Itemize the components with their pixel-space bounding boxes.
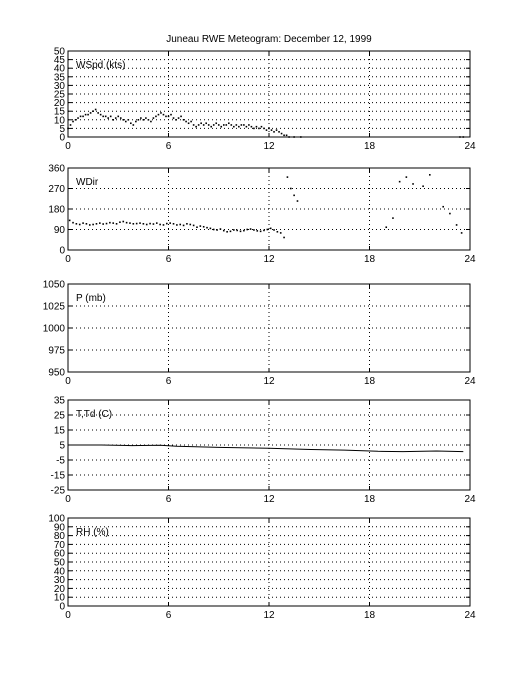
- data-point: [67, 128, 69, 130]
- data-point: [79, 224, 81, 226]
- data-point: [216, 229, 218, 231]
- data-point: [220, 228, 222, 230]
- data-point: [297, 200, 299, 202]
- x-tick-label: 24: [464, 254, 476, 265]
- data-point: [277, 231, 279, 233]
- data-point: [233, 126, 235, 128]
- data-point: [146, 224, 148, 226]
- data-point: [120, 117, 122, 119]
- data-point: [135, 121, 137, 123]
- y-tick-label: 30: [53, 575, 65, 587]
- data-point: [76, 223, 78, 225]
- data-point: [160, 112, 162, 114]
- panels-group: [43, 47, 476, 622]
- y-tick-label: 15: [53, 106, 65, 118]
- data-point: [463, 136, 465, 138]
- data-point: [173, 223, 175, 225]
- data-point: [213, 124, 215, 126]
- data-point: [213, 229, 215, 231]
- x-tick-label: 24: [464, 610, 476, 621]
- x-tick-label: 6: [165, 141, 172, 152]
- data-point: [230, 231, 232, 233]
- y-tick-label: 50: [53, 46, 65, 58]
- panel-label-temp: T,Td (C): [76, 409, 113, 420]
- data-point: [198, 124, 200, 126]
- data-point: [246, 229, 248, 231]
- data-point: [442, 206, 444, 208]
- data-point: [193, 124, 195, 126]
- data-point: [128, 119, 130, 121]
- y-tick-label: 70: [53, 539, 65, 551]
- data-point: [163, 224, 165, 226]
- data-point: [412, 183, 414, 185]
- y-tick-label: 90: [53, 225, 65, 236]
- data-point: [293, 195, 295, 197]
- data-point: [150, 121, 152, 123]
- data-point: [215, 122, 217, 124]
- data-point: [280, 232, 282, 234]
- data-point: [106, 223, 108, 225]
- data-point: [183, 225, 185, 227]
- y-tick-label: 5: [59, 440, 65, 452]
- panel-temp: [51, 396, 476, 506]
- data-point: [178, 117, 180, 119]
- panel-label-pres: P (mb): [76, 293, 106, 304]
- panel-pres: [43, 280, 476, 388]
- data-point: [80, 116, 82, 118]
- panel-label-wspd: WSpd (kts): [76, 60, 126, 71]
- data-point: [459, 136, 461, 138]
- data-point: [122, 221, 124, 223]
- data-point: [226, 231, 228, 233]
- data-point: [163, 114, 165, 116]
- data-point: [220, 126, 222, 128]
- x-tick-label: 18: [363, 141, 376, 152]
- data-point: [205, 122, 207, 124]
- data-point: [208, 124, 210, 126]
- x-tick-label: 12: [263, 376, 275, 387]
- data-point: [99, 222, 101, 224]
- y-tick-label: 180: [48, 204, 65, 216]
- y-tick-label: 35: [53, 72, 65, 84]
- y-tick-label: 40: [53, 566, 65, 578]
- data-point: [95, 109, 97, 111]
- y-tick-label: -15: [50, 470, 65, 482]
- data-point: [238, 126, 240, 128]
- data-point: [406, 176, 408, 178]
- y-tick-label: 15: [53, 425, 65, 437]
- data-point: [422, 185, 424, 187]
- data-point: [155, 116, 157, 118]
- data-point: [109, 222, 111, 224]
- data-point: [251, 126, 253, 128]
- data-point: [267, 229, 269, 231]
- data-point: [240, 231, 242, 233]
- data-point: [276, 129, 278, 131]
- y-tick-label: 1000: [42, 323, 65, 335]
- data-point: [243, 124, 245, 126]
- y-tick-label: 40: [53, 63, 65, 75]
- data-point: [77, 117, 79, 119]
- x-tick-label: 18: [363, 610, 376, 621]
- data-point: [166, 223, 168, 225]
- data-point: [260, 231, 262, 233]
- x-tick-label: 12: [263, 610, 275, 621]
- data-point: [456, 224, 458, 226]
- data-point: [170, 114, 172, 116]
- data-point: [117, 116, 119, 118]
- data-point: [173, 117, 175, 119]
- data-point: [225, 124, 227, 126]
- data-point: [246, 126, 248, 128]
- data-point: [392, 217, 394, 219]
- data-point: [253, 229, 255, 231]
- panel-label-rh: RH (%): [76, 527, 109, 538]
- data-point: [429, 174, 431, 176]
- y-tick-label: 100: [48, 513, 65, 525]
- data-point: [133, 124, 135, 126]
- y-tick-label: 10: [53, 115, 65, 127]
- y-tick-label: 0: [59, 601, 65, 613]
- data-point: [385, 226, 387, 228]
- data-point: [143, 223, 145, 225]
- data-point: [89, 224, 91, 226]
- data-point: [210, 228, 212, 230]
- data-point: [153, 223, 155, 225]
- panel-rh: [48, 514, 476, 622]
- data-point: [102, 223, 104, 225]
- data-point: [210, 126, 212, 128]
- y-tick-label: 360: [48, 163, 65, 175]
- x-tick-label: 12: [263, 494, 275, 505]
- y-tick-label: 0: [59, 132, 65, 144]
- y-tick-label: 20: [53, 583, 65, 595]
- panel-wspd: [54, 47, 476, 153]
- data-point: [138, 119, 140, 121]
- y-tick-label: 35: [53, 395, 65, 407]
- data-point: [218, 124, 220, 126]
- data-point: [283, 237, 285, 239]
- data-point: [223, 230, 225, 232]
- x-tick-label: 0: [65, 141, 71, 152]
- data-point: [156, 222, 158, 224]
- data-point: [168, 116, 170, 118]
- y-tick-label: 5: [59, 123, 65, 135]
- data-point: [145, 117, 147, 119]
- data-point: [100, 114, 102, 116]
- y-tick-label: 45: [53, 55, 65, 67]
- data-point: [258, 128, 260, 130]
- data-point: [115, 117, 117, 119]
- data-point: [72, 121, 74, 123]
- data-point: [190, 121, 192, 123]
- x-tick-label: 12: [263, 141, 275, 152]
- y-tick-label: 950: [48, 367, 65, 379]
- x-tick-label: 6: [165, 376, 172, 387]
- x-tick-label: 0: [65, 376, 71, 387]
- x-tick-label: 0: [65, 254, 71, 265]
- y-tick-label: -5: [56, 455, 65, 467]
- data-point: [243, 230, 245, 232]
- y-tick-label: 1025: [42, 301, 65, 313]
- data-point: [102, 116, 104, 118]
- data-point: [206, 227, 208, 229]
- y-tick-label: 0: [59, 245, 65, 257]
- data-point: [188, 122, 190, 124]
- data-point: [149, 223, 151, 225]
- y-tick-label: 25: [53, 89, 65, 101]
- data-point: [92, 224, 94, 226]
- data-point: [153, 117, 155, 119]
- data-point: [125, 121, 127, 123]
- data-point: [203, 226, 205, 228]
- data-point: [236, 124, 238, 126]
- data-point: [270, 228, 272, 230]
- data-point: [228, 122, 230, 124]
- data-point: [231, 124, 233, 126]
- x-tick-label: 18: [363, 254, 376, 265]
- data-point: [273, 131, 275, 133]
- y-tick-label: 1050: [42, 279, 65, 291]
- data-point: [87, 114, 89, 116]
- data-point: [193, 225, 195, 227]
- data-point: [278, 131, 280, 133]
- x-tick-label: 24: [464, 141, 476, 152]
- data-point: [250, 228, 252, 230]
- y-tick-label: 30: [53, 80, 65, 92]
- data-point: [241, 124, 243, 126]
- data-point: [136, 223, 138, 225]
- data-point: [112, 119, 114, 121]
- data-point: [176, 224, 178, 226]
- data-point: [148, 119, 150, 121]
- data-point: [293, 136, 295, 138]
- y-tick-label: 10: [53, 592, 65, 604]
- panel-label-wdir: WDir: [76, 177, 99, 188]
- data-point: [72, 222, 74, 224]
- y-tick-label: 270: [48, 184, 65, 195]
- data-point: [97, 112, 99, 114]
- data-point: [300, 136, 302, 138]
- data-point: [165, 116, 167, 118]
- data-point: [290, 188, 292, 190]
- data-point: [112, 222, 114, 224]
- x-tick-label: 6: [165, 610, 172, 621]
- data-point: [200, 225, 202, 227]
- data-point: [261, 126, 263, 128]
- data-point: [169, 222, 171, 224]
- y-tick-label: 50: [53, 557, 65, 569]
- data-point: [139, 222, 141, 224]
- data-point: [96, 223, 98, 225]
- data-point: [233, 229, 235, 231]
- data-point: [129, 222, 131, 224]
- x-tick-label: 6: [165, 254, 172, 265]
- data-point: [159, 224, 161, 226]
- data-point: [268, 128, 270, 130]
- data-point: [203, 124, 205, 126]
- x-tick-label: 0: [65, 610, 71, 621]
- y-tick-label: 90: [53, 522, 65, 534]
- data-point: [126, 222, 128, 224]
- data-point: [183, 119, 185, 121]
- data-point: [189, 224, 191, 226]
- y-tick-label: 20: [53, 98, 65, 110]
- data-point: [69, 220, 71, 222]
- y-tick-label: 975: [48, 345, 65, 357]
- data-point: [281, 133, 283, 135]
- x-tick-label: 24: [464, 494, 476, 505]
- data-point: [82, 222, 84, 224]
- x-tick-label: 6: [165, 494, 172, 505]
- data-point: [461, 232, 463, 234]
- data-point: [288, 136, 290, 138]
- data-point: [399, 181, 401, 183]
- data-point: [185, 121, 187, 123]
- data-point: [116, 223, 118, 225]
- data-point: [130, 122, 132, 124]
- y-tick-label: 25: [53, 410, 65, 422]
- data-point: [133, 223, 135, 225]
- y-tick-label: 80: [53, 531, 65, 543]
- data-point: [82, 116, 84, 118]
- data-point: [90, 112, 92, 114]
- data-point: [122, 119, 124, 121]
- y-tick-label: -25: [50, 485, 65, 497]
- data-point: [195, 126, 197, 128]
- data-point: [287, 176, 289, 178]
- data-point: [248, 124, 250, 126]
- data-point: [110, 116, 112, 118]
- data-point: [253, 128, 255, 130]
- data-point: [143, 119, 145, 121]
- data-point: [449, 213, 451, 215]
- data-point: [236, 230, 238, 232]
- data-point: [175, 119, 177, 121]
- x-tick-label: 18: [363, 376, 376, 387]
- data-point: [105, 116, 107, 118]
- data-point: [256, 230, 258, 232]
- data-point: [186, 223, 188, 225]
- data-point: [273, 229, 275, 231]
- x-tick-label: 18: [363, 494, 376, 505]
- data-point: [86, 223, 88, 225]
- data-point: [158, 114, 160, 116]
- figure-title: Juneau RWE Meteogram: December 12, 1999: [166, 34, 372, 45]
- data-point: [263, 128, 265, 130]
- data-point: [283, 134, 285, 136]
- data-point: [286, 134, 288, 136]
- data-point: [263, 230, 265, 232]
- data-point: [266, 129, 268, 131]
- data-point: [85, 114, 87, 116]
- data-point: [223, 124, 225, 126]
- data-point: [107, 117, 109, 119]
- data-point: [271, 129, 273, 131]
- data-point: [70, 124, 72, 126]
- data-point: [119, 221, 121, 223]
- data-point: [180, 116, 182, 118]
- y-tick-label: 60: [53, 548, 65, 560]
- data-point: [196, 226, 198, 228]
- data-point: [92, 110, 94, 112]
- data-point: [179, 224, 181, 226]
- data-point: [140, 117, 142, 119]
- panel-wdir: [48, 164, 476, 266]
- x-tick-label: 24: [464, 376, 476, 387]
- x-tick-label: 0: [65, 494, 71, 505]
- data-point: [75, 119, 77, 121]
- x-tick-label: 12: [263, 254, 275, 265]
- data-point: [256, 126, 258, 128]
- data-point: [200, 122, 202, 124]
